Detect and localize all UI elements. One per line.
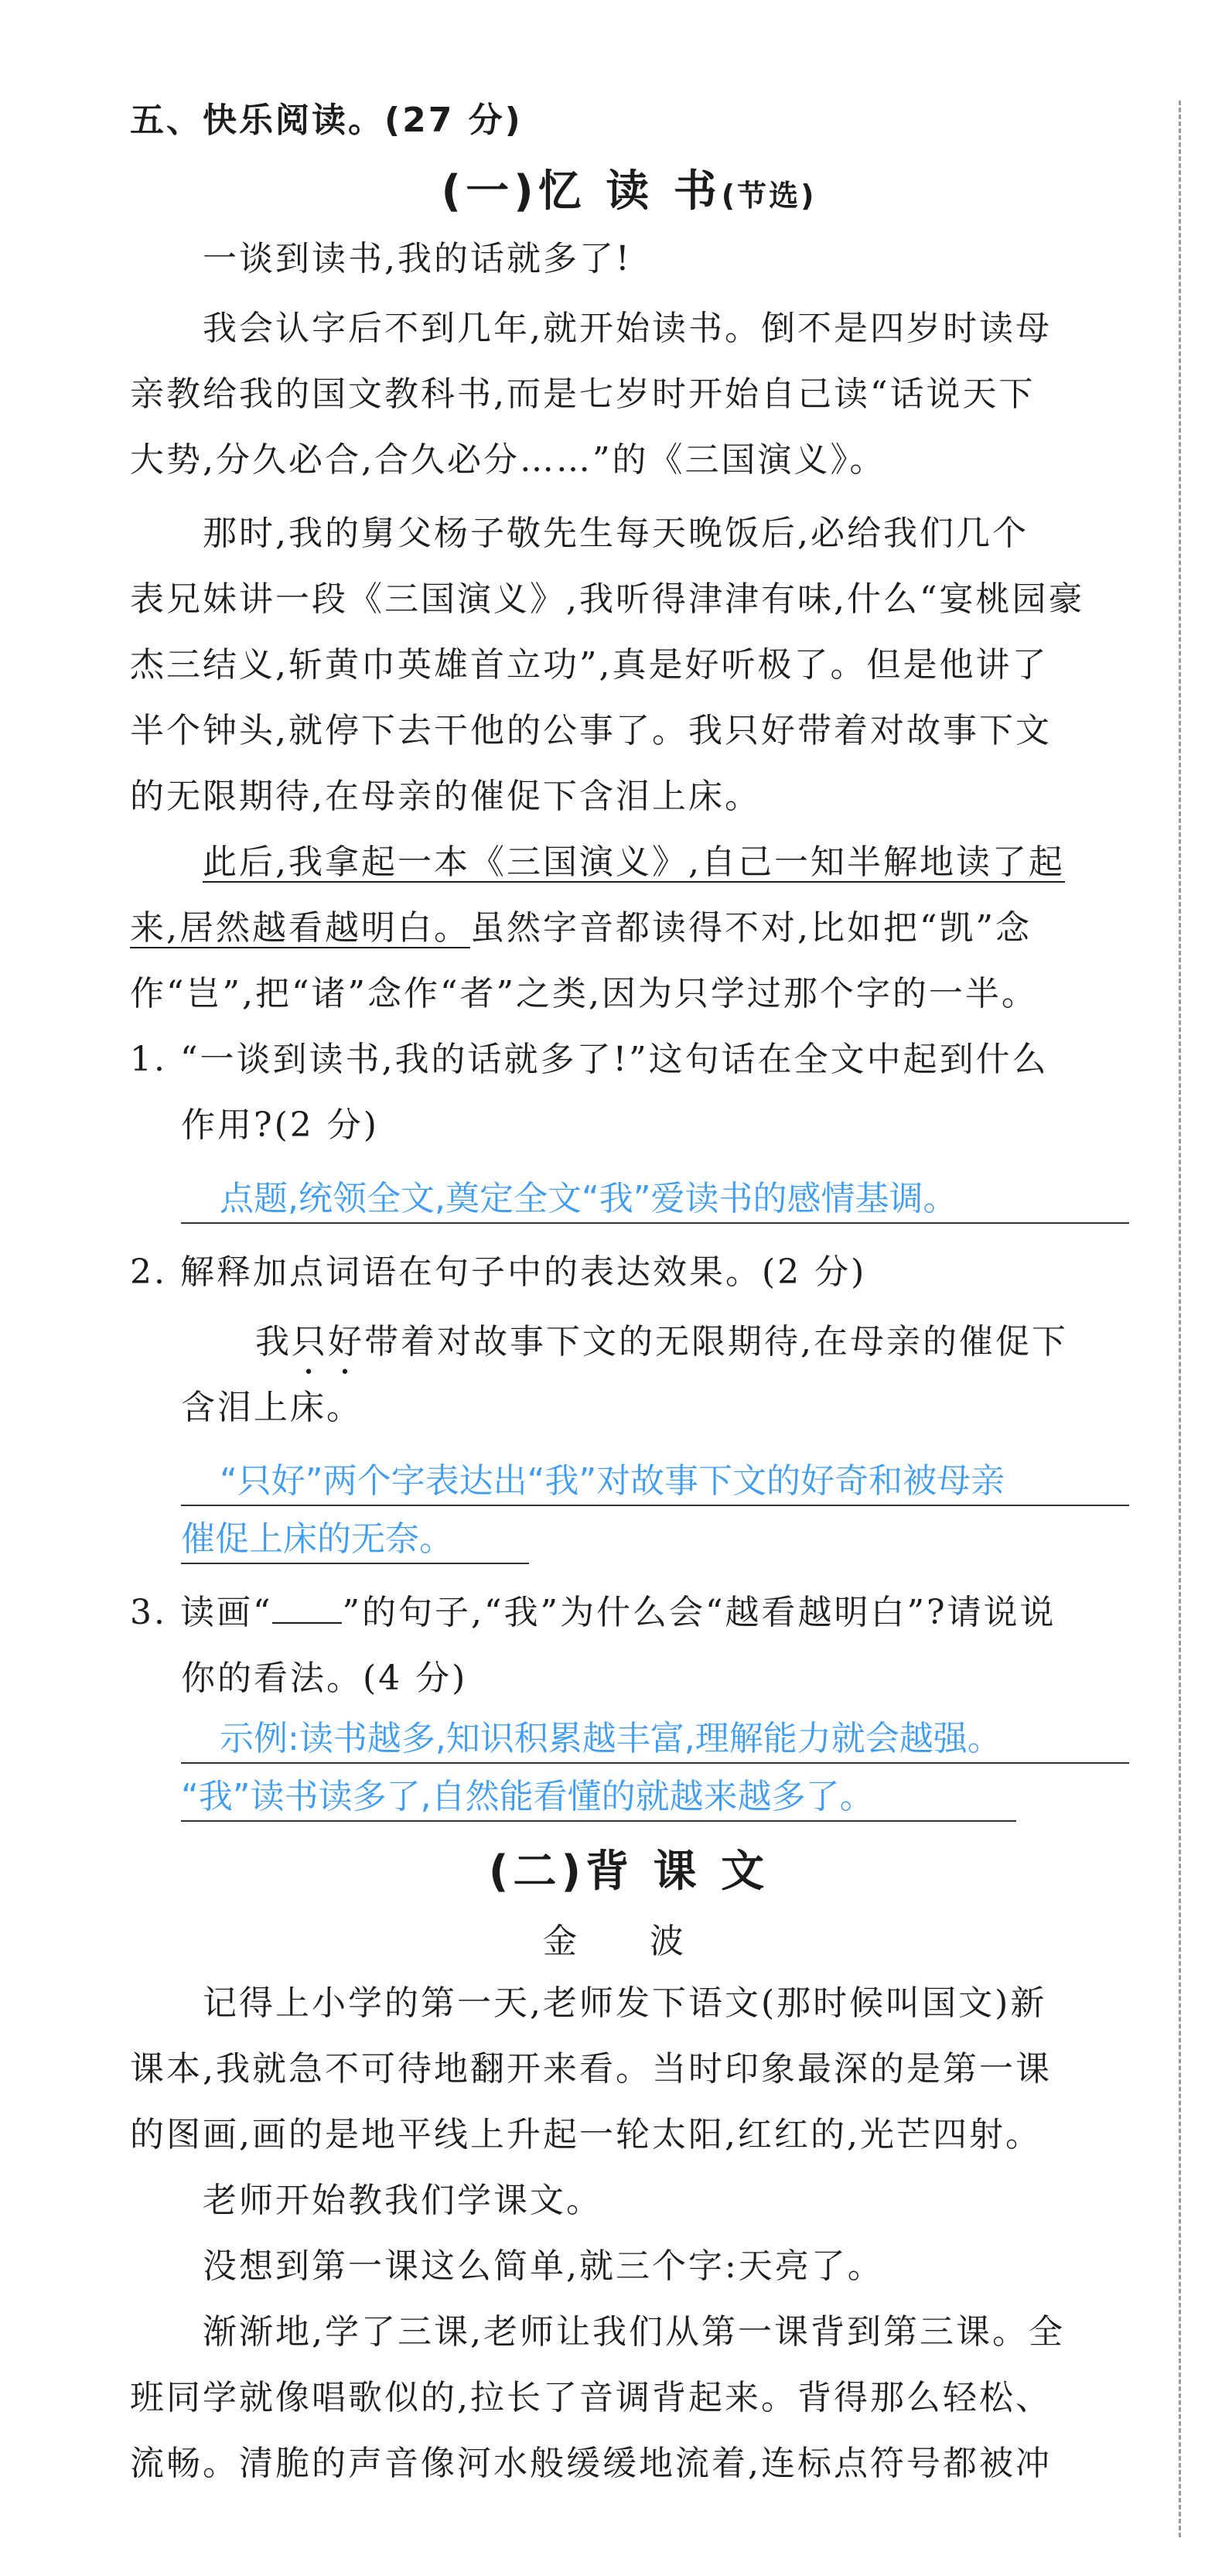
answer-2-line-1[interactable]: “只好”两个字表达出“我”对故事下文的好奇和被母亲 bbox=[181, 1458, 1129, 1506]
reading2-title-row bbox=[130, 1849, 1128, 1898]
question-text: “一谈到读书,我的话就多了!”这句话在全文中起到什么 bbox=[179, 1040, 1049, 1079]
reading1-paragraph: 那时,我的舅父杨子敬先生每天晚饭后,必给我们几个 bbox=[203, 514, 1029, 553]
quoted-sentence-cont: 含泪上床。 bbox=[181, 1388, 363, 1427]
section-title: 五、快乐阅读。(27 分) bbox=[130, 101, 523, 140]
question-number: 3. bbox=[130, 1593, 167, 1632]
underline-blank bbox=[272, 1596, 342, 1624]
reading1-title-note: (节选) bbox=[721, 179, 817, 213]
reading2-paragraph-line: 流畅。清脆的声音像河水般缓缓地流着,连标点符号都被冲 bbox=[130, 2444, 1052, 2483]
question-text-cont: 作用?(2 分) bbox=[181, 1105, 379, 1145]
reading2-paragraph-line: 班同学就像唱歌似的,拉长了音调背起来。背得那么轻松、 bbox=[130, 2378, 1052, 2417]
question-number: 1. bbox=[130, 1040, 167, 1079]
reading2-paragraph: 记得上小学的第一天,老师发下语文(那时候叫国文)新 bbox=[203, 1983, 1047, 2023]
underlined-sentence-end: 来,居然越看越明白。 bbox=[130, 908, 470, 948]
question-2 bbox=[130, 1249, 1128, 1296]
quote-text: 我 bbox=[255, 1322, 292, 1361]
reading1-paragraph: 一谈到读书,我的话就多了! bbox=[203, 239, 632, 278]
underlined-sentence-line: 此后,我拿起一本《三国演义》,自己一知半解地读了起 bbox=[203, 842, 1065, 882]
margin-dashed-line bbox=[1179, 101, 1181, 2537]
reading1-paragraph-line: 的无限期待,在母亲的催促下含泪上床。 bbox=[130, 777, 761, 816]
dotted-word-char: 只 bbox=[292, 1322, 328, 1361]
dotted-word-char: 好 bbox=[328, 1322, 364, 1361]
reading1-title-row bbox=[130, 166, 1128, 219]
reading1-paragraph-line: 大势,分久必合,合久必分……”的《三国演义》。 bbox=[130, 440, 886, 480]
reading2-author: 金 波 bbox=[543, 1922, 715, 1961]
reading1-paragraph: 我会认字后不到几年,就开始读书。倒不是四岁时读母 bbox=[203, 309, 1052, 348]
question-text-cont: 你的看法。(4 分) bbox=[181, 1659, 468, 1698]
reading1-paragraph-line: 亲教给我的国文教科书,而是七岁时开始自己读“话说天下 bbox=[130, 374, 1036, 414]
quote-text: 带着对故事下文的无限期待,在母亲的催促下 bbox=[364, 1322, 1068, 1361]
reading2-paragraph-line: 课本,我就急不可待地翻开来看。当时印象最深的是第一课 bbox=[130, 2049, 1052, 2089]
question-text: 读画“ bbox=[179, 1593, 273, 1632]
answer-3-line-1[interactable]: 示例:读书越多,知识积累越丰富,理解能力就会越强。 bbox=[181, 1716, 1129, 1764]
question-3 bbox=[130, 1590, 1128, 1636]
reading1-mixed-line bbox=[130, 905, 1128, 951]
quoted-sentence bbox=[255, 1319, 1129, 1365]
question-number: 2. bbox=[130, 1252, 167, 1292]
question-text: 解释加点词语在句子中的表达效果。(2 分) bbox=[179, 1252, 867, 1292]
reading2-paragraph: 渐渐地,学了三课,老师让我们从第一课背到第三课。全 bbox=[203, 2312, 1065, 2352]
question-text: ”的句子,“我”为什么会“越看越明白”?请说说 bbox=[342, 1593, 1056, 1632]
reading2-paragraph: 老师开始教我们学课文。 bbox=[203, 2181, 602, 2220]
reading2-paragraph-line: 的图画,画的是地平线上升起一轮太阳,红红的,光芒四射。 bbox=[130, 2115, 1042, 2154]
reading2-title: (二)背 课 文 bbox=[488, 1847, 770, 1897]
reading1-paragraph-line: 杰三结义,斩黄巾英雄首立功”,真是好听极了。但是他讲了 bbox=[130, 645, 1049, 685]
reading1-paragraph-line: 表兄妹讲一段《三国演义》,我听得津津有味,什么“宴桃园豪 bbox=[130, 579, 1085, 619]
answer-3-line-2[interactable]: “我”读书读多了,自然能看懂的就越来越多了。 bbox=[181, 1774, 1016, 1822]
reading1-paragraph-line: 半个钟头,就停下去干他的公事了。我只好带着对故事下文 bbox=[130, 711, 1052, 750]
reading1-paragraph-tail: 虽然字音都读得不对,比如把“凯”念 bbox=[470, 908, 1032, 948]
reading1-paragraph-line: 作“岂”,把“诸”念作“者”之类,因为只学过那个字的一半。 bbox=[130, 974, 1038, 1013]
answer-1[interactable]: 点题,统领全文,奠定全文“我”爱读书的感情基调。 bbox=[181, 1176, 1129, 1224]
question-1 bbox=[130, 1037, 1128, 1083]
reading2-paragraph: 没想到第一课这么简单,就三个字:天亮了。 bbox=[203, 2246, 884, 2286]
answer-2-line-2[interactable]: 催促上床的无奈。 bbox=[181, 1516, 529, 1564]
reading1-title: (一)忆 读 书 bbox=[441, 166, 722, 217]
